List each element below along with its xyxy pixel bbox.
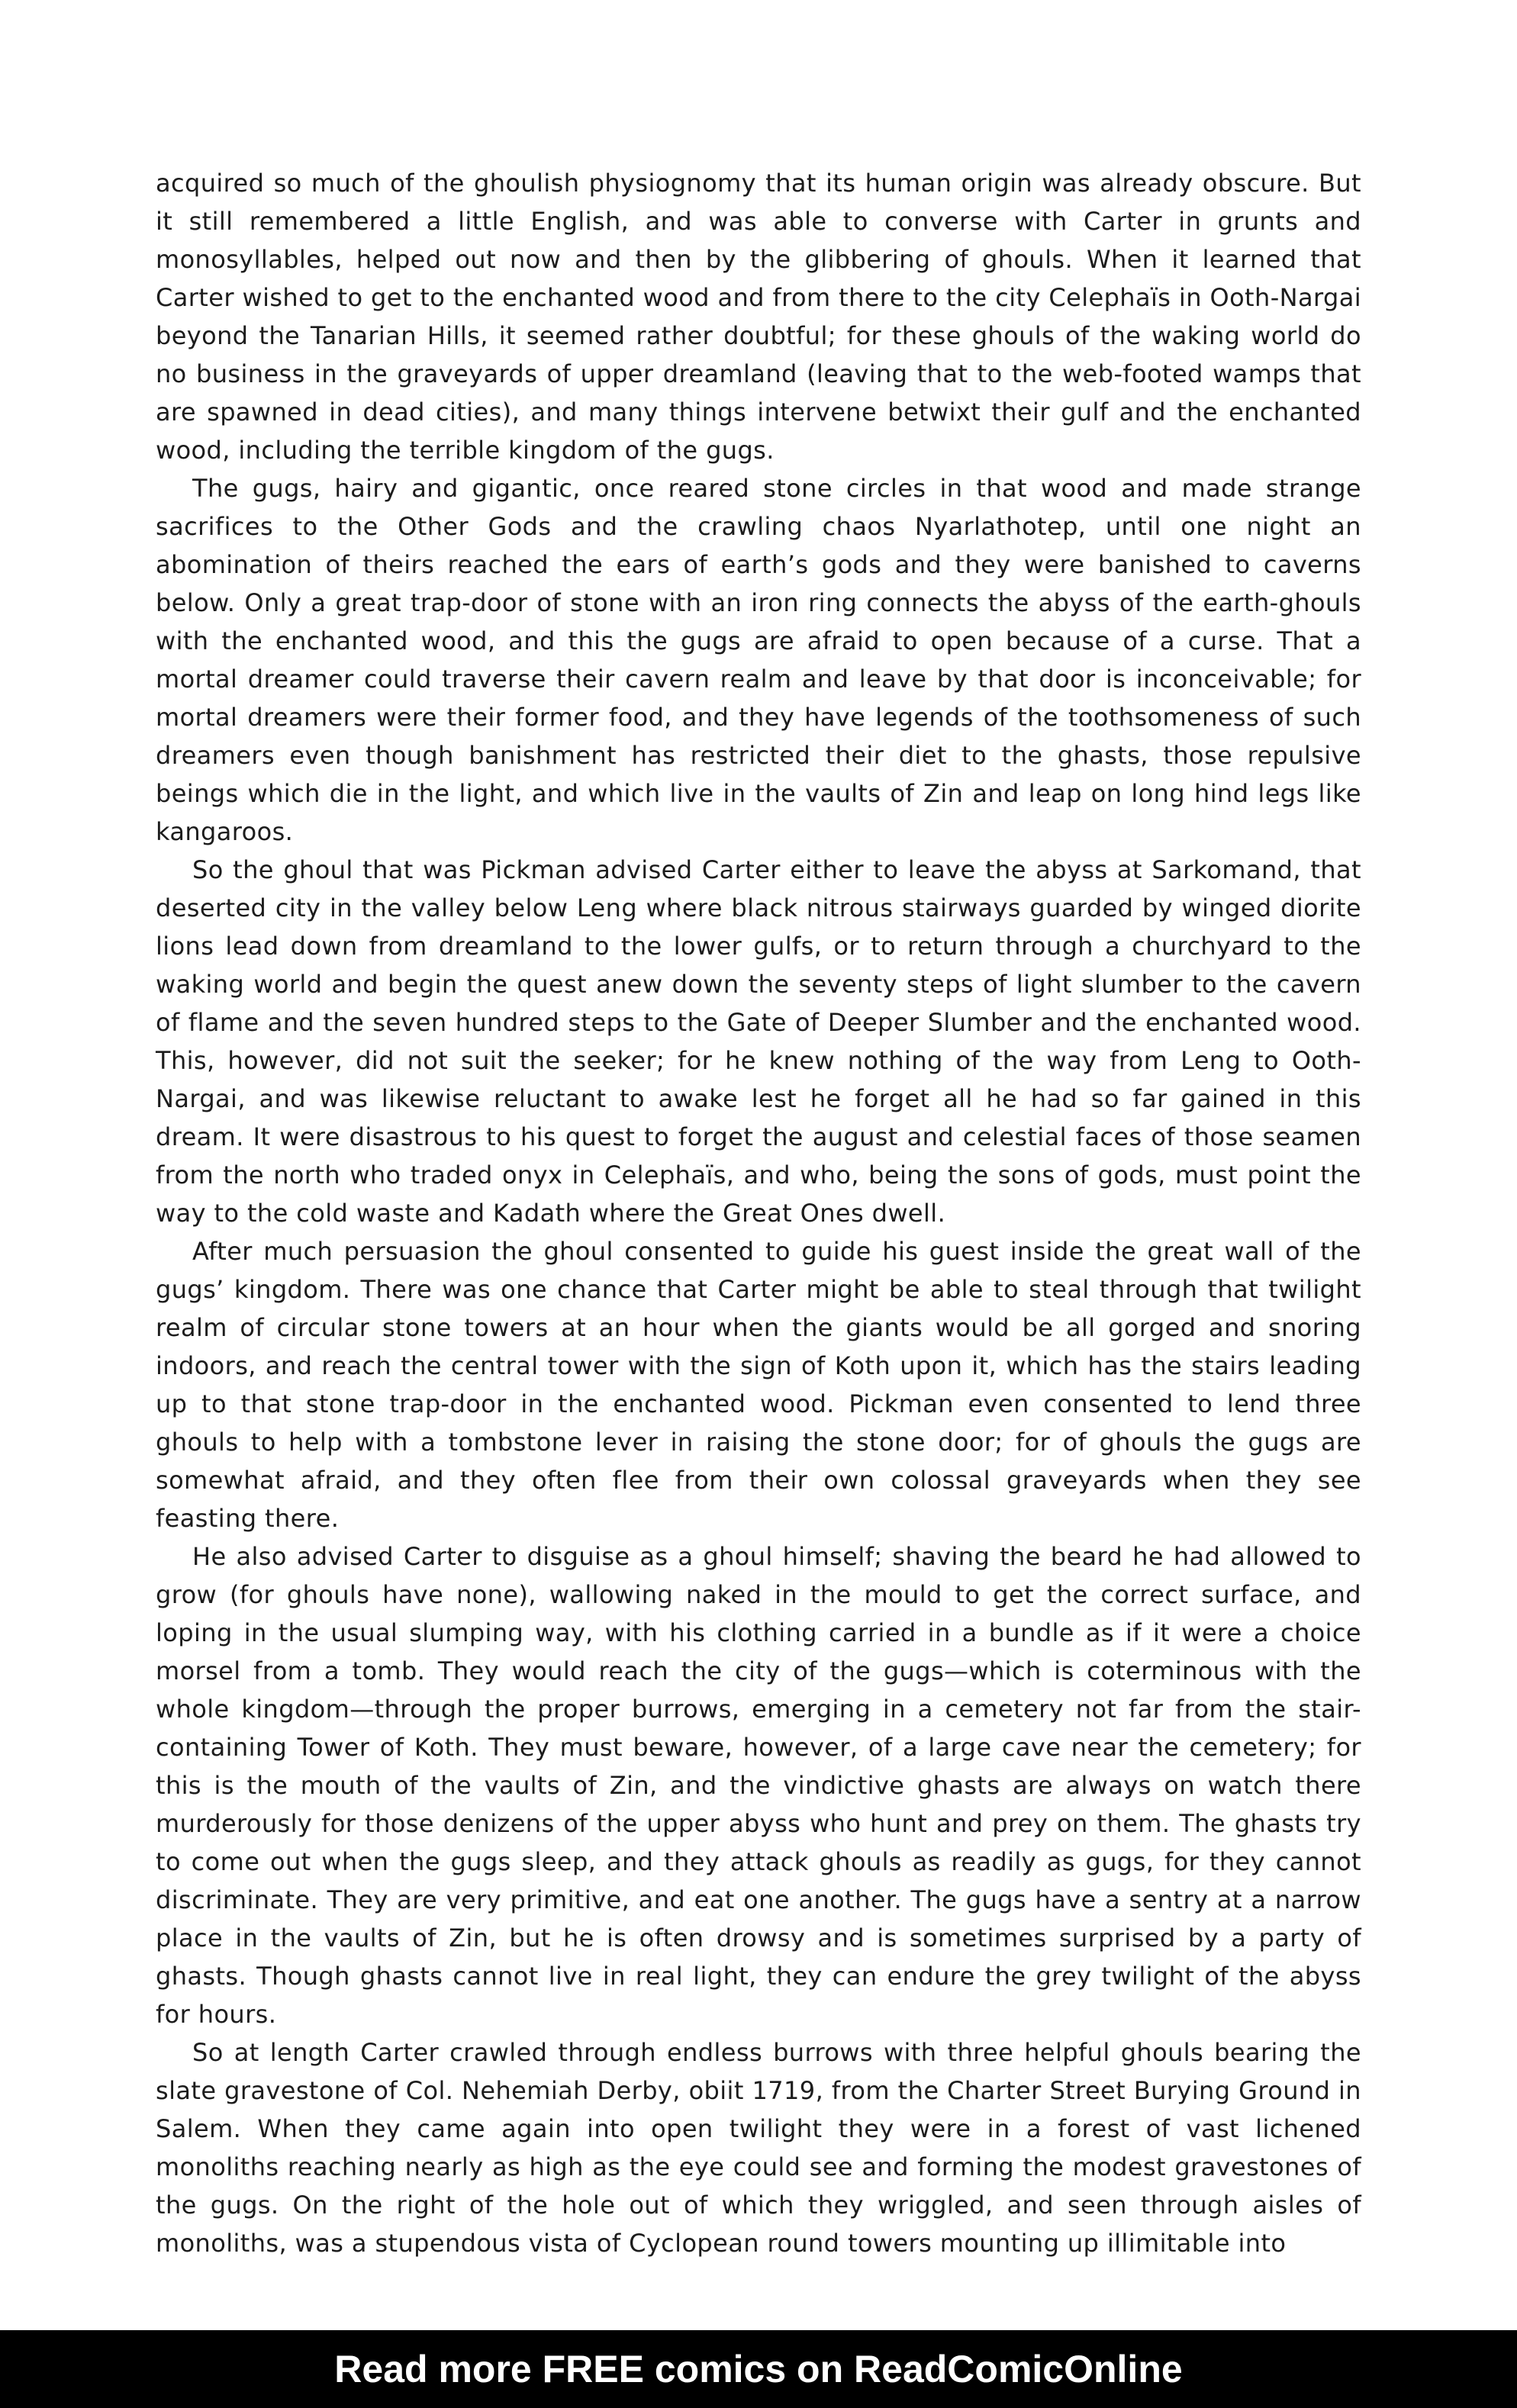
page-body	[156, 164, 1361, 2262]
paragraph-3: So the ghoul that was Pickman advised Carter either to leave the abyss at Sarkomand, that deserted city in the valley below Leng where black nitrous stairways guarded by winged diorite lions lead down from dreamland to the lower gulfs, or to return through a churchyard to the waking world and begin the quest anew down the seventy steps of light slumber to the cavern of flame and the seven hundred steps to the Gate of Deeper Slumber and the enchanted wood. This, however, did not suit the seeker; for he knew nothing of the way from Leng to Ooth-Nargai, and was likewise reluctant to awake lest he forget all he had so far gained in this dream. It were disastrous to his quest to forget the august and celestial faces of those seamen from the north who traded onyx in Celephaïs, and who, being the sons of gods, must point the way to the cold waste and Kadath where the Great Ones dwell.	[156, 855, 1361, 1228]
paragraph-1: acquired so much of the ghoulish physiognomy that its human origin was already obscure. But it still remembered a little English, and was able to converse with Carter in grunts and monosyllables, helped out now and then by the glibbering of ghouls. When it learned that Carter wished to get to the enchanted wood and from there to the city Celephaïs in Ooth-Nargai beyond the Tanarian Hills, it seemed rather doubtful; for these ghouls of the waking world do no business in the graveyards of upper dreamland (leaving that to the web-footed wamps that are spawned in dead cities), and many things intervene betwixt their gulf and the enchanted wood, including the terrible kingdom of the gugs.	[156, 169, 1361, 465]
paragraph-2: The gugs, hairy and gigantic, once reared stone circles in that wood and made strange sacrifices to the Other Gods and the crawling chaos Nyarlathotep, until one night an abomination of theirs reached the ears of earth’s gods and they were banished to caverns below. Only a great trap-door of stone with an iron ring connects the abyss of the earth-ghouls with the enchanted wood, and this the gugs are afraid to open because of a curse. That a mortal dreamer could traverse their cavern realm and leave by that door is inconceivable; for mortal dreamers were their former food, and they have legends of the toothsomeness of such dreamers even though banishment has restricted their diet to the ghasts, those repulsive beings which die in the light, and which live in the vaults of Zin and leap on long hind legs like kangaroos.	[156, 474, 1361, 846]
paragraph-4: After much persuasion the ghoul consented to guide his guest inside the great wall of the gugs’ kingdom. There was one chance that Carter might be able to steal through that twilight realm of circular stone towers at an hour when the giants would be all gorged and snoring indoors, and reach the central tower with the sign of Koth upon it, which has the stairs leading up to that stone trap-door in the enchanted wood. Pickman even consented to lend three ghouls to help with a tombstone lever in raising the stone door; for of ghouls the gugs are somewhat afraid, and they often flee from their own colossal graveyards when they see feasting there.	[156, 1237, 1361, 1533]
paragraph-6: So at length Carter crawled through endless burrows with three helpful ghouls bearing the slate gravestone of Col. Nehemiah Derby, obiit 1719, from the Charter Street Burying Ground in Salem. When they came again into open twilight they were in a forest of vast lichened monoliths reaching nearly as high as the eye could see and forming the modest gravestones of the gugs. On the right of the hole out of which they wriggled, and seen through aisles of monoliths, was a stupendous vista of Cyclopean round towers mounting up illimitable into	[156, 2038, 1361, 2258]
promo-banner	[0, 2330, 1517, 2408]
promo-banner-text: Read more FREE comics on ReadComicOnline	[334, 2348, 1183, 2390]
paragraph-5: He also advised Carter to disguise as a ghoul himself; shaving the beard he had allowed to grow (for ghouls have none), wallowing naked in the mould to get the correct surface, and loping in the usual slumping way, with his clothing carried in a bundle as if it were a choice morsel from a tomb. They would reach the city of the gugs—which is coterminous with the whole kingdom—through the proper burrows, emerging in a cemetery not far from the stair-containing Tower of Koth. They must beware, however, of a large cave near the cemetery; for this is the mouth of the vaults of Zin, and the vindictive ghasts are always on watch there murderously for those denizens of the upper abyss who hunt and prey on them. The ghasts try to come out when the gugs sleep, and they attack ghouls as readily as gugs, for they cannot discriminate. They are very primitive, and eat one another. The gugs have a sentry at a narrow place in the vaults of Zin, but he is often drowsy and is sometimes surprised by a party of ghasts. Though ghasts cannot live in real light, they can endure the grey twilight of the abyss for hours.	[156, 1542, 1361, 2029]
